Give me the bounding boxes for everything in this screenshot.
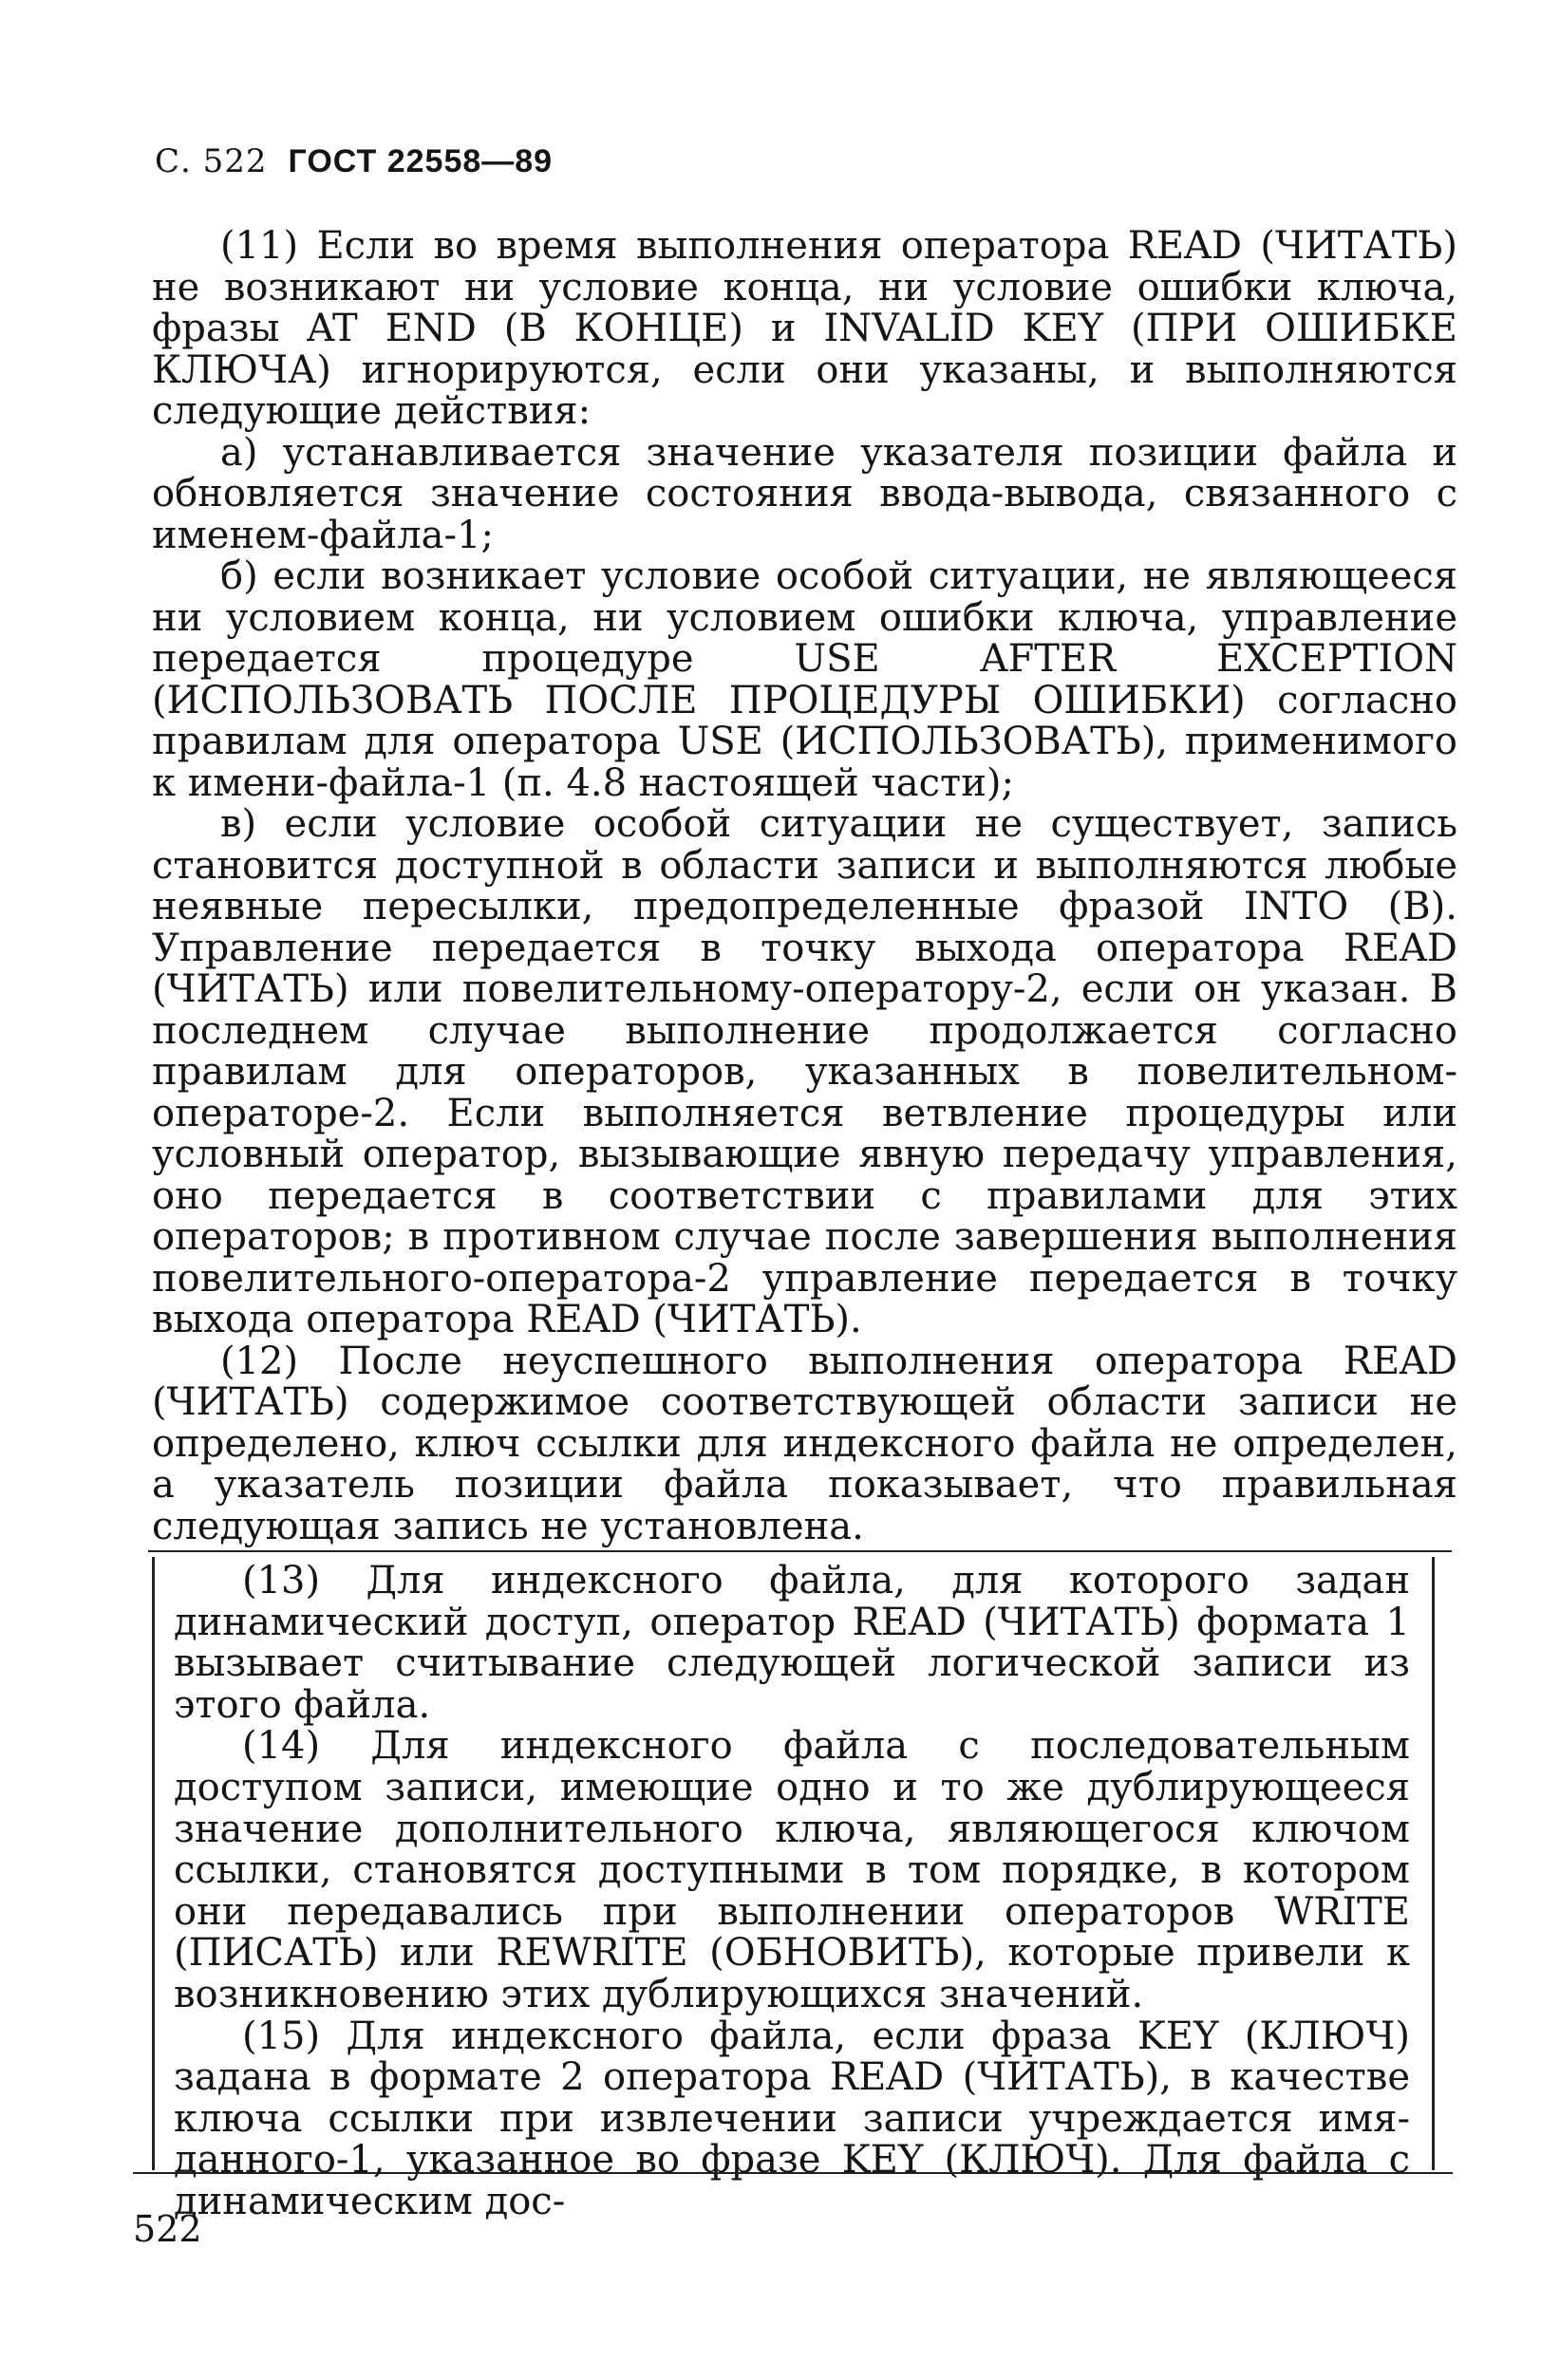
box-bottom-rule [133,2172,1453,2174]
paragraph-15: (15) Для индексного файла, если фраза KEY (КЛЮЧ) задана в формате 2 оператора READ (ЧИТАТЬ), в качестве ключа ссылки при извлечении записи учреждается имя-данного-1, указанное во фразе KEY (КЛЮЧ). Для файла с динамическим дос- [174,2014,1410,2223]
boxed-text [174,1561,1410,2223]
paragraph-14: (14) Для индексного файла с последовательным доступом записи, имеющие одно и то же дублирующееся значение дополнительного ключа, являющегося ключом ссылки, становятся доступными в том порядке, в котором они передавались при выполнении операторов WRITE (ПИСАТЬ) или REWRITE (ОБНОВИТЬ), которые привели к возникновению этих дублирующихся значений. [174,1724,1410,2016]
standard-number: ГОСТ 22558—89 [288,143,554,179]
paragraph-11a: а) устанавливается значение указателя позиции файла и обновляется значение состояния ввода-вывода, связанного с именем-файла-1; [152,430,1457,557]
box-top-rule [148,1550,1452,1552]
paragraph-11b: б) если возникает условие особой ситуации, не являющееся ни условием конца, ни условием ошибки ключа, управление передается процедуре USE AFTER EXCEPTION (ИСПОЛЬЗОВАТЬ ПОСЛЕ ПРОЦЕДУРЫ ОШИБКИ) согласно правилам для оператора USE (ИСПОЛЬЗОВАТЬ), применимого к имени-файла-1 (п. 4.8 настоящей части); [152,554,1457,805]
paragraph-13: (13) Для индексного файла, для которого задан динамический доступ, оператор READ (ЧИТАТЬ) формата 1 вызывает считывание следующей логической записи из этого файла. [174,1559,1410,1727]
page-number: 522 [133,2208,202,2250]
paragraph-12: (12) После неуспешного выполнения оператора READ (ЧИТАТЬ) содержимое соответствующей области записи не определено, ключ ссылки для индексного файла не определен, а указатель позиции файла показывает, что правильная следующая запись не установлена. [152,1339,1457,1548]
page-label: С. 522 [155,142,268,180]
boxed-section [152,1557,1435,2223]
paragraph-11c: в) если условие особой ситуации не существует, запись становится доступной в области записи и выполняются любые неявные пересылки, предопределенные фразой INTO (В). Управление передается в точку выхода оператора READ (ЧИТАТЬ) или повелительному-оператору-2, если он указан. В последнем случае выполнение продолжается согласно правилам для операторов, указанных в повелительном-операторе-2. Если выполняется ветвление процедуры или условный оператор, вызывающие явную передачу управления, оно передается в соответствии с правилами для этих операторов; в противном случае после завершения выполнения повелительного-оператора-2 управление передается в точку выхода оператора READ (ЧИТАТЬ). [152,802,1457,1341]
page-header [155,142,553,180]
paragraph-11: (11) Если во время выполнения оператора READ (ЧИТАТЬ) не возникают ни условие конца, ни условие ошибки ключа, фразы AT END (В КОНЦЕ) и INVALID KEY (ПРИ ОШИБКЕ КЛЮЧА) игнорируются, если они указаны, и выполняются следующие действия: [152,224,1457,433]
main-text [152,226,1457,1547]
